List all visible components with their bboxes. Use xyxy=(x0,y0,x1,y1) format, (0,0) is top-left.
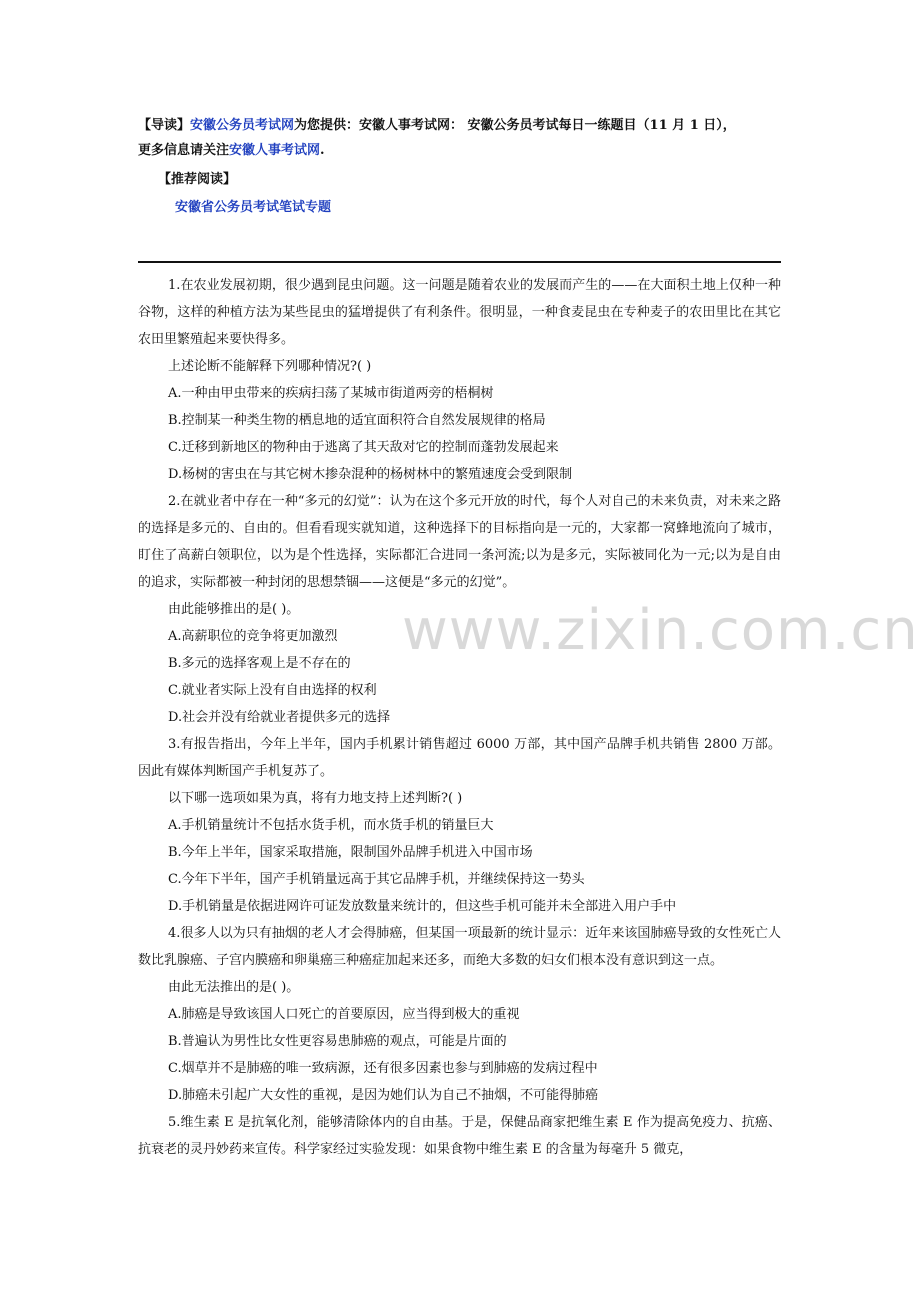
question-3-prompt: 以下哪一选项如果为真，将有力地支持上述判断?( ) xyxy=(168,791,463,806)
question-1-option-a: A.一种由甲虫带来的疾病扫荡了某城市街道两旁的梧桐树 xyxy=(168,386,494,401)
more-info-text: 更多信息请关注 xyxy=(138,143,230,158)
divider xyxy=(138,261,781,263)
recommend-link[interactable]: 安徽省公务员考试笔试专题 xyxy=(175,200,332,215)
intro-line-2 xyxy=(138,138,788,163)
question-4-stem: 4.很多人以为只有抽烟的老人才会得肺癌，但某国一项最新的统计显示：近年来该国肺癌导致的女性死亡人数比乳腺癌、子宫内膜癌和卵巢癌三种癌症加起来还多，而绝大多数的妇女们根本没有意识到这一点。 xyxy=(138,926,781,968)
question-1-option-c: C.迁移到新地区的物种由于逃离了其天敌对它的控制而蓬勃发展起来 xyxy=(168,440,559,455)
question-list xyxy=(138,272,781,1163)
question-2-option-d: D.社会并没有给就业者提供多元的选择 xyxy=(168,710,391,725)
question-2-stem: 2.在就业者中存在一种“多元的幻觉”：认为在这个多元开放的时代，每个人对自己的未来负责，对未来之路的选择是多元的、自由的。但看看现实就知道，这种选择下的目标指向是一元的，大家都一窝蜂地流向了城市，盯住了高薪白领职位，以为是个性选择，实际都汇合进同一条河流;以为是多元，实际被同化为一元;以为是自由的追求，实际都被一种封闭的思想禁锢——这便是“多元的幻觉”。 xyxy=(138,494,781,590)
question-2-prompt: 由此能够推出的是( )。 xyxy=(168,602,300,617)
intro-block xyxy=(138,113,788,163)
question-1-prompt: 上述论断不能解释下列哪种情况?( ) xyxy=(168,359,372,374)
question-4-option-a: A.肺癌是导致该国人口死亡的首要原因，应当得到极大的重视 xyxy=(168,1007,520,1022)
watermark: www.zixin.com.cn xyxy=(402,598,919,663)
question-2-option-a: A.高薪职位的竞争将更加激烈 xyxy=(168,629,338,644)
question-5-stem: 5.维生素 E 是抗氧化剂，能够清除体内的自由基。于是，保健品商家把维生素 E 作为提高免疫力、抗癌、抗衰老的灵丹妙药来宣传。科学家经过实验发现：如果食物中维生素 E 的含量为每毫升 5 微克， xyxy=(138,1115,781,1157)
question-1-option-d: D.杨树的害虫在与其它树木掺杂混种的杨树林中的繁殖速度会受到限制 xyxy=(168,467,573,482)
question-3-option-d: D.手机销量是依据进网许可证发放数量来统计的，但这些手机可能并未全部进入用户手中 xyxy=(168,899,677,914)
question-3-option-b: B.今年上半年，国家采取措施，限制国外品牌手机进入中国市场 xyxy=(168,845,533,860)
question-3-stem: 3.有报告指出，今年上半年，国内手机累计销售超过 6000 万部，其中国产品牌手机共销售 2800 万部。因此有媒体判断国产手机复苏了。 xyxy=(138,737,781,779)
question-1-option-b: B.控制某一种类生物的栖息地的适宜面积符合自然发展规律的格局 xyxy=(168,413,546,428)
question-3-option-a: A.手机销量统计不包括水货手机，而水货手机的销量巨大 xyxy=(168,818,494,833)
question-3-option-c: C.今年下半年，国产手机销量远高于其它品牌手机，并继续保持这一势头 xyxy=(168,872,585,887)
question-4-prompt: 由此无法推出的是( )。 xyxy=(168,980,300,995)
site-link[interactable]: 安徽公务员考试网 xyxy=(190,118,295,133)
intro-line-1 xyxy=(138,113,788,138)
lead-tag: 【导读】 xyxy=(138,118,191,133)
question-2-option-c: C.就业者实际上没有自由选择的权利 xyxy=(168,683,377,698)
question-1-stem: 1.在农业发展初期，很少遇到昆虫问题。这一问题是随着农业的发展而产生的——在大面积土地上仅种一种谷物，这样的种植方法为某些昆虫的猛增提供了有利条件。很明显，一种食麦昆虫在专种麦子的农田里比在其它农田里繁殖起来要快得多。 xyxy=(138,278,781,347)
period: . xyxy=(320,143,325,158)
question-2-option-b: B.多元的选择客观上是不存在的 xyxy=(168,656,351,671)
question-4-option-d: D.肺癌未引起广大女性的重视，是因为她们认为自己不抽烟，不可能得肺癌 xyxy=(168,1088,599,1103)
more-info-link[interactable]: 安徽人事考试网 xyxy=(229,143,321,158)
provide-text: 为您提供：安徽人事考试网： 安徽公务员考试每日一练题目（11 月 1 日）， xyxy=(294,118,736,133)
recommend-title: 【推荐阅读】 xyxy=(158,172,237,187)
question-4-option-c: C.烟草并不是肺癌的唯一致病源，还有很多因素也参与到肺癌的发病过程中 xyxy=(168,1061,598,1076)
question-4-option-b: B.普遍认为男性比女性更容易患肺癌的观点，可能是片面的 xyxy=(168,1034,507,1049)
